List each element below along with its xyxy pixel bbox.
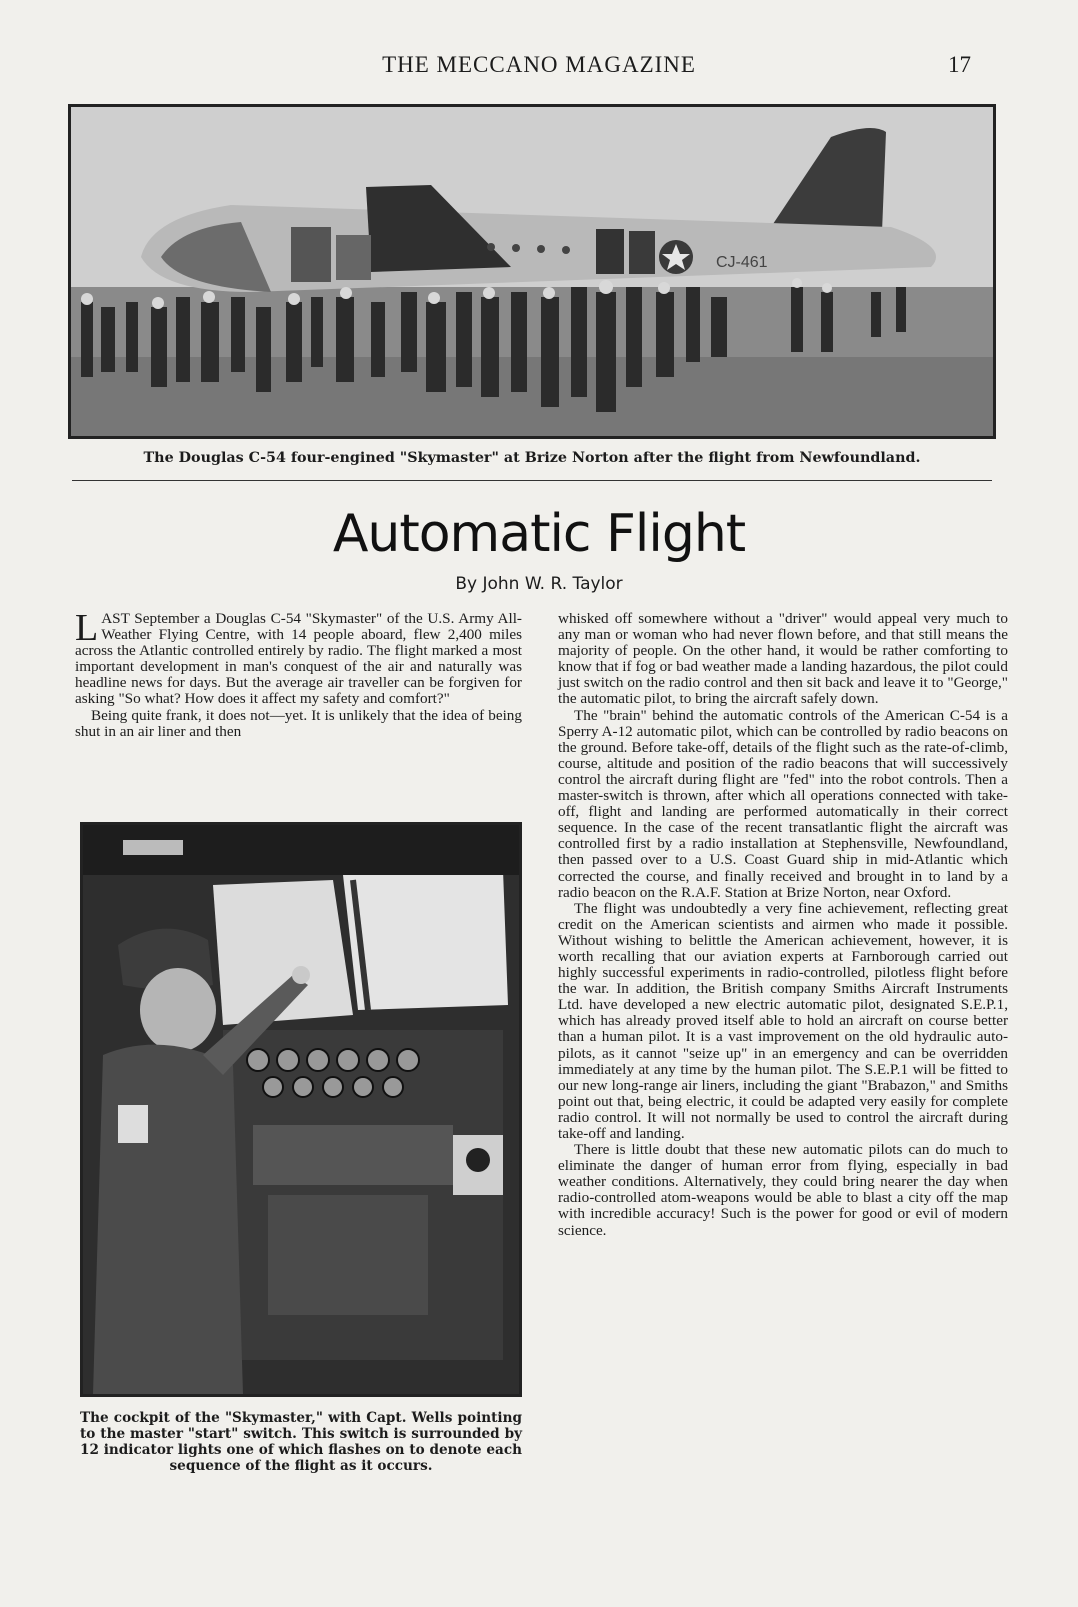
paragraph-5: The flight was undoubtedly a very fine achievement, reflecting great credit on the American scientists and airmen who made it possible. Without wishing to belittle the American achievement, however, it is worth recalling that our aviation experts at Farnborough carried out highly successful experiments in radio-controlled, pilotless flight before the war. In addition, the British company Smiths Aircraft Instruments Ltd. have developed a new electric automatic pilot, designated S.E.P.1, which has already proved itself able to hold an aircraft on course better than a human pilot. It is a vast improvement on the old hydraulic auto-pilots, as it cannot "seize up" in an emergency and can be overridden immediately at any time by the human pilot. The S.E.P.1 will be fitted to our new long-range air liners, including the giant "Brabazon," and Smiths point out that, being electric, it could be adapted very easily for complete radio control. It will not normally be used to control the aircraft during take-off and landing.	[558, 899, 1008, 1142]
paragraph-2: Being quite frank, it does not—yet. It is unlikely that the idea of being shut in an air liner and then	[75, 706, 522, 740]
top-photo-caption: The Douglas C-54 four-engined "Skymaster" at Brize Norton after the flight from Newfoundland.	[143, 450, 921, 466]
drop-cap: L	[75, 607, 99, 649]
article-byline: By John W. R. Taylor	[455, 574, 623, 594]
right-column	[558, 611, 1008, 1239]
paragraph-4: The "brain" behind the automatic controls of the American C-54 is a Sperry A-12 automatic pilot, which can be controlled by radio beacons on the ground. Before take-off, details of the flight such as the rate-of-climb, course, altitude and position of the radio beacons that will successively control the aircraft during flight are "fed" into the robot controls. Then a master-switch is thrown, after which all operations connected with take-off, flight and landing are performed automatically in their correct sequence. In the case of the recent transatlantic flight the aircraft was controlled first by a radio installation at Stephensville, Newfoundland, then passed over to a U.S. Coast Guard ship in mid-Atlantic which corrected the course, and finally received and brought in to land by a radio beacon on the R.A.F. Station at Brize Norton, near Oxford.	[558, 706, 1008, 901]
paragraph-3: whisked off somewhere without a "driver" would appeal very much to any man or woman who had never flown before, and that still means the majority of people. On the other hand, it would be rather comforting to know that if fog or bad weather made a landing hazardous, the pilot could just switch on the radio control and then sit back and leave it to "George," the automatic pilot, to bring the aircraft safely down.	[558, 610, 1008, 708]
running-head: THE MECCANO MAGAZINE	[382, 52, 696, 77]
page-number: 17	[948, 52, 971, 77]
cockpit-photo-caption: The cockpit of the "Skymaster," with Capt. Wells pointing to the master "start" switch. This switch is surrounded by 12 indicator lights one of which flashes on to denote each sequence of the flight as it occurs.	[80, 1410, 522, 1474]
aircraft-marking: CJ-461	[716, 254, 768, 271]
paragraph-6: There is little doubt that these new automatic pilots can do much to eliminate the danger of human error from flying, especially in bad weather conditions. Alternatively, they could bring nearer the day when radio-controlled atom-weapons would be able to blast a city off the map with incredible accuracy! Such is the power for good or evil of modern science.	[558, 1141, 1008, 1239]
skymaster-photo	[68, 104, 996, 439]
article-title: Automatic Flight	[332, 504, 746, 564]
paragraph-1: LAST September a Douglas C-54 "Skymaster" of the U.S. Army All-Weather Flying Centre, with 14 people aboard, flew 2,400 miles across the Atlantic controlled entirely by radio. The flight marked a most important development in man's conquest of the air and naturally was headline news for days. But the average air traveller can be forgiven for asking "So what? How does it affect my safety and comfort?"	[75, 607, 522, 708]
caption-rule	[72, 480, 992, 481]
cockpit-photo	[80, 822, 522, 1397]
left-column	[75, 607, 522, 740]
